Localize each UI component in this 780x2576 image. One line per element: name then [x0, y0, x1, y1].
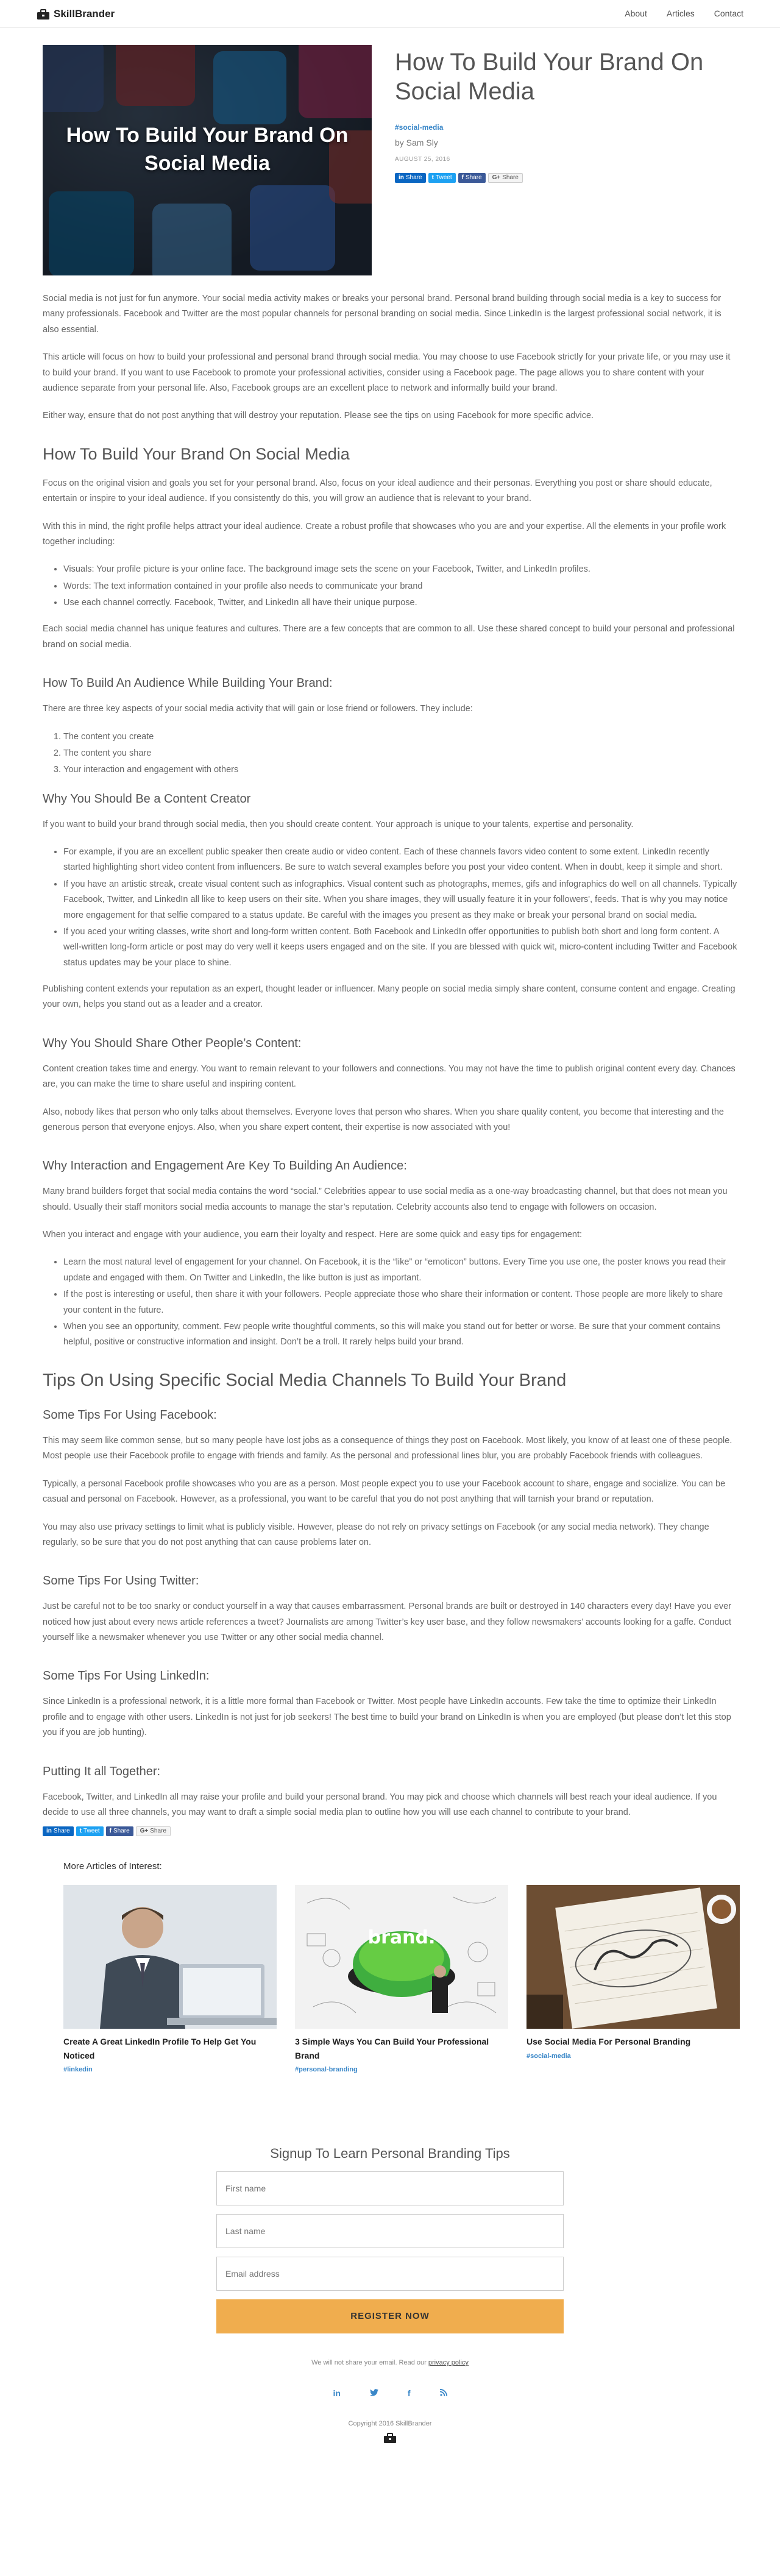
hero-image-caption: How To Build Your Brand On Social Media [66, 124, 349, 175]
share-linkedin-label: Share [405, 174, 422, 181]
facebook-icon: f [109, 1828, 112, 1835]
last-name-field[interactable] [216, 2214, 564, 2248]
main-nav [625, 7, 743, 20]
footer-spacer [43, 2444, 737, 2480]
share-linkedin-button[interactable] [395, 173, 426, 183]
logo-text: SkillBrander [54, 7, 115, 20]
paragraph: This may seem like common sense, but so many people have lost jobs as a consequence of things they post on Facebook. Most likely, you know of at least one of these people. Most people use their Facebook profile to engage with friends and family. As the personal and professional lines blur, you are probably Facebook friends with colleagues. [43, 1436, 732, 1461]
signup-form [43, 2143, 737, 2481]
linkedin-icon[interactable]: in [333, 2388, 341, 2399]
article-hero [43, 45, 737, 275]
share-buttons-bottom [43, 1826, 737, 1836]
paragraph: Also, nobody likes that person who only talks about themselves. Everyone loves that person who shares. When you share quality content, you become that interesting and the generous person that everyone enjoys. Also, when you share expert content, their expertise is now associated with you! [43, 1107, 724, 1132]
paragraph: Publishing content extends your reputation as an expert, thought leader or influencer. Many people on social media simply share content, consume content and engage. Creating your own, helps you stand out as a leader and a creator. [43, 984, 736, 1010]
related-article-card[interactable] [295, 1885, 508, 2075]
section-heading: Why Interaction and Engagement Are Key To Building An Audience: [43, 1159, 407, 1173]
share-buttons [395, 173, 737, 183]
site-logo[interactable] [37, 5, 115, 22]
paragraph: This article will focus on how to build your professional and personal brand through social media. You may choose to use Facebook strictly for your private life, or you may use it to build your brand. If you want to use Facebook to promote your professional activities, consider using a Facebook page. The page allows you to share content with your audience separate from your personal life. Also, Facebook groups are an excellent place to network and informally build your brand. [43, 352, 731, 393]
card-title: Create A Great LinkedIn Profile To Help Get You Noticed [63, 2037, 257, 2060]
section-heading: How To Build Your Brand On Social Media [43, 444, 350, 463]
card-title: Use Social Media For Personal Branding [526, 2037, 691, 2047]
article-date: AUGUST 25, 2016 [395, 155, 450, 163]
article-title: How To Build Your Brand On Social Media [395, 49, 704, 105]
share-google-button[interactable] [136, 1826, 171, 1836]
list-item: • Words: The text information contained in your profile also needs to communicate your brand [63, 579, 737, 594]
signup-heading: Signup To Learn Personal Branding Tips [270, 2145, 510, 2161]
paragraph: Focus on the original vision and goals you set for your personal brand. Also, focus on your ideal audience and their personas. Everything you post or share should educate, entertain or inspire to your ideal audience. If you consistently do this, you will grow an audience that is relevant to your brand. [43, 478, 712, 504]
social-links [43, 2386, 737, 2400]
share-google-label: Share [150, 1828, 166, 1835]
card-tag: #social-media [526, 2052, 571, 2060]
article-author: by Sam Sly [395, 138, 438, 148]
brand-button-illustration [295, 1885, 508, 2029]
bullet-list [63, 845, 737, 971]
share-facebook-label: Share [465, 174, 482, 181]
paragraph: Typically, a personal Facebook profile showcases who you are as a person. Most people expect you to use your Facebook account to share, engage and socialize. You can be casual and personal on Facebook. However, as a professional, you want to be careful that you do not post anything that will tarnish your brand or reputation. [43, 1478, 726, 1505]
more-articles-heading: More Articles of Interest: [63, 1861, 162, 1872]
twitter-icon: t [431, 174, 434, 181]
page-container [43, 45, 737, 2480]
share-twitter-button[interactable] [76, 1826, 104, 1836]
card-tag: #linkedin [63, 2066, 93, 2074]
share-google-label: Share [502, 174, 519, 181]
facebook-icon: f [461, 174, 464, 181]
briefcase-icon [383, 2433, 397, 2444]
section-heading: Some Tips For Using Facebook: [43, 1408, 217, 1422]
list-item: • For example, if you are an excellent public speaker then create audio or video content. Each of these channels favors video content to some extent. LinkedIn recently started highlighting short video content from influencers. Be sure to watch several examples before you post your video content. When in doubt, keep it simple and short. [63, 845, 737, 876]
nav-articles[interactable]: Articles [666, 9, 695, 19]
section-heading: Why You Should Be a Content Creator [43, 792, 251, 806]
hero-meta [395, 45, 737, 275]
numbered-list [63, 729, 737, 778]
share-facebook-button[interactable] [458, 173, 486, 183]
paragraph: Just be careful not to be too snarky or conduct yourself in a way that causes embarrassment. Personal brands are built or destroyed in 140 characters every day! Have you ever noticed how just about every news article references a tweet? Journalists are among Twitter’s key user base, and they follow newsmakers’ accounts looking for a gaffe. Conduct yourself like a newsmaker whenever you use Twitter or any other social media channel. [43, 1602, 731, 1643]
linkedin-icon: in [399, 174, 404, 181]
list-item: • Use each channel correctly. Facebook, Twitter, and LinkedIn all have their unique purpose. [63, 595, 737, 611]
paragraph: With this in mind, the right profile helps attract your ideal audience. Create a robust profile that showcases who you are and your expertise. All the elements in your profile work together including: [43, 521, 726, 547]
nav-about[interactable]: About [625, 9, 647, 19]
card-title: 3 Simple Ways You Can Build Your Professional Brand [295, 2037, 489, 2060]
list-item: 3. Your interaction and engagement with others [63, 762, 737, 778]
list-item: • If you have an artistic streak, create visual content such as infographics. Visual content such as photographs, memes, gifs and infographics do well on all channels. Typically Facebook, Twitter, and LinkedIn all like to keep users on their site. When you share images, they will usually feature it in your followers', feeds. That is why you may notice more engagement for that selfie compared to a status update. Be careful with the images you present as they make or break your personal brand on social media. [63, 877, 737, 923]
list-item: • Visuals: Your profile picture is your online face. The background image sets the scene on your Facebook, Twitter, and LinkedIn profiles. [63, 562, 737, 577]
list-item: • When you see an opportunity, comment. Few people write thoughtful comments, so this will make you stand out for better or worse. Be sure that your comment contains helpful, positive or constructive information and insight. Don’t be a troll. It rarely helps build your brand. [63, 1319, 737, 1350]
paragraph: Many brand builders forget that social media contains the word “social.” Celebrities appear to use social media as a one-way broadcasting channel, but that does not mean you should. Usually their staff monitors social media accounts to manage the star’s reputation. Celebrity accounts also tend to engage with followers on occasion. [43, 1187, 728, 1212]
paragraph: Social media is not just for fun anymore. Your social media activity makes or breaks your personal brand. Personal brand building through social media is a key to success for many professionals. Facebook and Twitter are the most popular channels for personal branding on social media. Since LinkedIn is the largest professional social network, it is also essential. [43, 294, 722, 335]
privacy-text: We will not share your email. Read our [311, 2358, 427, 2366]
briefcase-icon [37, 9, 50, 20]
hero-image [43, 45, 372, 275]
section-heading: How To Build An Audience While Building Your Brand: [43, 676, 333, 690]
list-item: 1. The content you create [63, 729, 737, 745]
related-article-card[interactable] [63, 1885, 277, 2075]
share-twitter-button[interactable] [428, 173, 456, 183]
list-item: 2. The content you share [63, 746, 737, 761]
privacy-policy-link[interactable]: privacy policy [428, 2358, 469, 2366]
brand-notebook-illustration [526, 1885, 740, 2029]
linkedin-icon: in [46, 1828, 52, 1835]
section-heading: Putting It all Together: [43, 1764, 161, 1778]
paragraph: Content creation takes time and energy. You want to remain relevant to your followers and connections. You may not have the time to publish original content every day. Chances are, you can make the time to share useful and inspiring content. [43, 1063, 736, 1090]
google-plus-icon: G+ [492, 174, 501, 181]
card-tag: #personal-branding [295, 2066, 358, 2074]
google-plus-icon: G+ [140, 1828, 149, 1835]
paragraph: If you want to build your brand through social media, then you should create content. Your approach is unique to your talents, expertise and personality. [43, 819, 634, 829]
first-name-field[interactable] [216, 2171, 564, 2205]
section-heading: Some Tips For Using LinkedIn: [43, 1669, 210, 1683]
brand-word: brand. [367, 1927, 436, 1949]
man-laptop-illustration [63, 1885, 277, 2029]
section-heading: Why You Should Share Other People’s Content: [43, 1036, 302, 1050]
article-tag[interactable]: #social-media [395, 123, 444, 132]
paragraph: Each social media channel has unique features and cultures. There are a few concepts that are common to all. Use these shared concept to build your personal and professional brand on social media. [43, 624, 735, 650]
related-article-card[interactable] [526, 1885, 740, 2075]
privacy-note [43, 2358, 737, 2369]
paragraph: Either way, ensure that do not post anything that will destroy your reputation. Please see the tips on using Facebook for more specific advice. [43, 411, 594, 421]
share-twitter-label: Tweet [435, 174, 452, 181]
list-item: • Learn the most natural level of engagement for your channel. On Facebook, it is the “like” or “emoticon” buttons. Every Time you use one, the poster knows you read their update and engaged with them. On Twitter and LinkedIn, the like button is just as important. [63, 1255, 737, 1286]
paragraph: Since LinkedIn is a professional network, it is a little more formal than Facebook or Twitter. Most people have LinkedIn accounts. Few take the time to optimize their LinkedIn profile and to engage with other users. LinkedIn is not just for job seekers! The best time to build your brand on LinkedIn is when you are employed (but please don’t let this stop you if you are job hunting). [43, 1697, 731, 1738]
paragraph: When you interact and engage with your audience, you earn their loyalty and respect. Here are some quick and easy tips for engagement: [43, 1230, 583, 1240]
share-twitter-label: Tweet [83, 1828, 100, 1835]
related-articles [43, 1885, 737, 2075]
nav-contact[interactable]: Contact [714, 9, 743, 19]
share-facebook-button[interactable] [106, 1826, 133, 1836]
section-heading: Some Tips For Using Twitter: [43, 1574, 199, 1588]
share-linkedin-button[interactable] [43, 1826, 74, 1836]
register-button[interactable]: REGISTER NOW [216, 2299, 564, 2333]
top-navbar [0, 0, 780, 28]
email-field[interactable] [216, 2257, 564, 2291]
share-linkedin-label: Share [53, 1828, 70, 1835]
rss-icon[interactable] [440, 2386, 447, 2400]
card-image-brand-notebook [526, 1885, 740, 2029]
share-facebook-label: Share [113, 1828, 130, 1835]
share-google-button[interactable] [488, 173, 523, 183]
copyright: Copyright 2016 SkillBrander [348, 2419, 432, 2427]
twitter-icon[interactable] [370, 2386, 378, 2400]
twitter-icon: t [79, 1828, 82, 1835]
list-item: • If the post is interesting or useful, then share it with your followers. People appreciate those who share their information or content. Those people are more likely to share your content in the future. [63, 1287, 737, 1318]
facebook-icon[interactable]: f [407, 2388, 411, 2399]
card-image-brand-button [295, 1885, 508, 2029]
bullet-list [63, 562, 737, 611]
paragraph: You may also use privacy settings to limit what is publicly visible. However, please do not rely on privacy settings on Facebook (or any social media network). They change regularly, so be sure that you do not post anything that can cause problems later on. [43, 1522, 709, 1547]
paragraph: There are three key aspects of your social media activity that will gain or lose friend or followers. They include: [43, 704, 473, 714]
list-item: • If you aced your writing classes, write short and long-form written content. Both Facebook and LinkedIn offer opportunities to publish both short and long form content. A well-written long-form article or post may do very well it keeps users engaged and on the site. If you are blessed with quick wit, micro-content including Twitter and Facebook status updates may be your place to shine. [63, 924, 737, 971]
article-body [43, 291, 737, 1836]
paragraph: Facebook, Twitter, and LinkedIn all may raise your profile and build your personal brand. You may pick and choose which channels will best reach your ideal audience. If you decide to use all three channels, you may want to draft a simple social media plan to outline how you will use each channel to contribute to your brand. [43, 1792, 717, 1817]
bullet-list [63, 1255, 737, 1350]
section-heading: Tips On Using Specific Social Media Channels To Build Your Brand [43, 1370, 567, 1390]
card-image-man-laptop [63, 1885, 277, 2029]
